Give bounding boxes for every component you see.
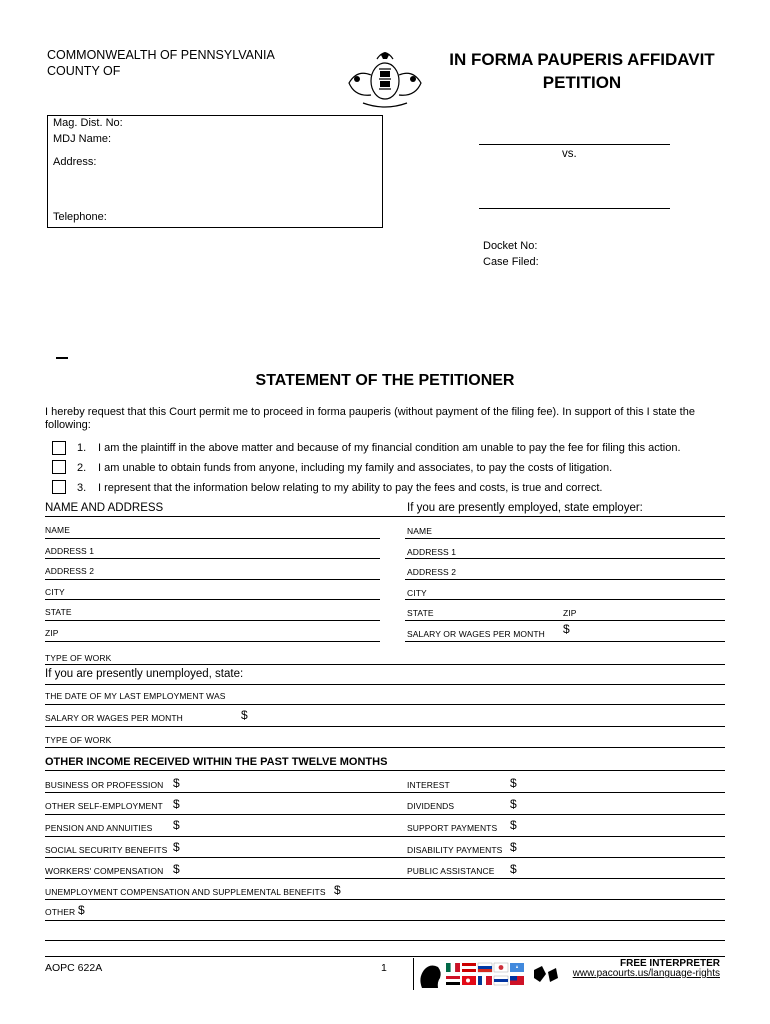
pet-name-label: NAME xyxy=(45,525,70,535)
unemployed-heading: If you are presently unemployed, state: xyxy=(45,668,244,680)
disability-label: DISABILITY PAYMENTS xyxy=(407,845,503,855)
item-1-number: 1. xyxy=(77,442,87,454)
workers-comp-label: WORKERS' COMPENSATION xyxy=(45,866,164,876)
unemp-type-of-work-field[interactable] xyxy=(45,747,725,748)
heading-rule xyxy=(45,516,725,517)
income-row-3-field[interactable] xyxy=(45,836,725,837)
emp-salary-label: SALARY OR WAGES PER MONTH xyxy=(407,629,545,639)
pet-address1-field[interactable] xyxy=(45,558,380,559)
interpreter-label: FREE INTERPRETER xyxy=(619,958,720,969)
other-income-rule xyxy=(45,770,725,771)
other-label: OTHER xyxy=(45,907,76,917)
checkbox-3[interactable] xyxy=(52,480,66,494)
name-address-heading: NAME AND ADDRESS xyxy=(45,502,164,514)
business-label: BUSINESS OR PROFESSION xyxy=(45,780,164,790)
statement-intro: I hereby request that this Court permit me to proceed in forma pauperis (without payment of the filing fee). In support of this I state the following: xyxy=(45,406,695,431)
county-label: COUNTY OF xyxy=(47,64,121,78)
emp-state-zip-field[interactable] xyxy=(405,620,725,621)
self-employment-dollar: $ xyxy=(173,797,180,811)
emp-city-field[interactable] xyxy=(405,599,725,600)
emp-zip-label: ZIP xyxy=(563,608,577,618)
pet-address2-label: ADDRESS 2 xyxy=(45,566,95,576)
pet-type-of-work-field[interactable] xyxy=(45,664,725,665)
other-field-1[interactable] xyxy=(45,920,725,921)
emp-name-label: NAME xyxy=(407,526,432,536)
unemp-type-of-work-label: TYPE OF WORK xyxy=(45,735,112,745)
pet-city-field[interactable] xyxy=(45,599,380,600)
emp-address1-label: ADDRESS 1 xyxy=(407,547,457,557)
unemp-salary-label: SALARY OR WAGES PER MONTH xyxy=(45,713,183,723)
support-label: SUPPORT PAYMENTS xyxy=(407,823,498,833)
pet-address2-field[interactable] xyxy=(45,579,380,580)
checkbox-2[interactable] xyxy=(52,460,66,474)
title-line-2: PETITION xyxy=(542,73,622,92)
item-2-text: I am unable to obtain funds from anyone, including my family and associates, to pay the costs of litigation. xyxy=(98,462,613,474)
interest-dollar: $ xyxy=(510,776,517,790)
language-rights-link[interactable]: www.pacourts.us/language-rights xyxy=(572,968,720,979)
checkbox-1[interactable] xyxy=(52,441,66,455)
social-security-dollar: $ xyxy=(173,840,180,854)
plaintiff-line[interactable] xyxy=(479,144,670,145)
other-dollar: $ xyxy=(78,903,85,917)
emp-address1-field[interactable] xyxy=(405,558,725,559)
income-row-5-field[interactable] xyxy=(45,878,725,879)
unemployment-comp-dollar: $ xyxy=(334,883,341,897)
emp-address2-field[interactable] xyxy=(405,579,725,580)
language-flags-icon xyxy=(416,960,566,990)
dividends-label: DIVIDENDS xyxy=(407,801,455,811)
pet-city-label: CITY xyxy=(45,587,65,597)
address-label: Address: xyxy=(53,156,97,168)
emp-name-field[interactable] xyxy=(405,538,725,539)
defendant-line[interactable] xyxy=(479,208,670,209)
pension-label: PENSION AND ANNUITIES xyxy=(45,823,153,833)
state-name: COMMONWEALTH OF PENNSYLVANIA xyxy=(47,48,275,62)
pension-dollar: $ xyxy=(173,818,180,832)
docket-info xyxy=(483,238,539,270)
pet-state-field[interactable] xyxy=(45,620,380,621)
vs-label: vs. xyxy=(562,148,577,160)
emp-salary-field[interactable] xyxy=(405,641,725,642)
social-security-label: SOCIAL SECURITY BENEFITS xyxy=(45,845,168,855)
public-assistance-dollar: $ xyxy=(510,862,517,876)
mag-dist-label: Mag. Dist. No: xyxy=(53,117,123,129)
mdj-name-label: MDJ Name: xyxy=(53,133,112,145)
unemp-salary-field[interactable] xyxy=(45,726,725,727)
interest-label: INTEREST xyxy=(407,780,450,790)
emp-state-label: STATE xyxy=(407,608,434,618)
unemployment-comp-label: UNEMPLOYMENT COMPENSATION AND SUPPLEMENTAL BENEFITS xyxy=(45,887,326,897)
form-id: AOPC 622A xyxy=(45,962,103,974)
case-filed-label: Case Filed: xyxy=(483,256,539,268)
item-3-number: 3. xyxy=(77,482,87,494)
pet-type-of-work-label: TYPE OF WORK xyxy=(45,653,112,663)
title-line-1: IN FORMA PAUPERIS AFFIDAVIT xyxy=(449,50,715,69)
page-number: 1 xyxy=(381,962,387,974)
footer-rule xyxy=(45,956,725,957)
other-field-2[interactable] xyxy=(45,940,725,941)
pet-name-field[interactable] xyxy=(45,538,380,539)
dash-mark xyxy=(56,357,68,359)
support-dollar: $ xyxy=(510,818,517,832)
pet-address1-label: ADDRESS 1 xyxy=(45,546,95,556)
emp-address2-label: ADDRESS 2 xyxy=(407,567,457,577)
docket-label: Docket No: xyxy=(483,240,538,252)
item-3-text: I represent that the information below relating to my ability to pay the fees and costs, is true and correct. xyxy=(98,482,603,494)
other-income-heading: OTHER INCOME RECEIVED WITHIN THE PAST TWELVE MONTHS xyxy=(45,756,388,768)
workers-comp-dollar: $ xyxy=(173,862,180,876)
disability-dollar: $ xyxy=(510,840,517,854)
pet-state-label: STATE xyxy=(45,607,72,617)
unemployment-comp-field[interactable] xyxy=(45,899,725,900)
last-employment-label: THE DATE OF MY LAST EMPLOYMENT WAS xyxy=(45,691,226,701)
employer-heading: If you are presently employed, state employer: xyxy=(407,502,643,514)
item-2-number: 2. xyxy=(77,462,87,474)
self-employment-label: OTHER SELF-EMPLOYMENT xyxy=(45,801,163,811)
business-dollar: $ xyxy=(173,776,180,790)
item-1-text: I am the plaintiff in the above matter and because of my financial condition am unable to pay the fee for filing this action. xyxy=(98,442,681,454)
pennsylvania-seal-icon xyxy=(343,45,427,109)
dividends-dollar: $ xyxy=(510,797,517,811)
free-interpreter-notice xyxy=(560,959,720,979)
court-info-box xyxy=(47,115,383,228)
telephone-label: Telephone: xyxy=(53,211,107,223)
income-row-1-field[interactable] xyxy=(45,792,725,793)
statement-title: STATEMENT OF THE PETITIONER xyxy=(255,372,515,389)
last-employment-field[interactable] xyxy=(45,704,725,705)
unemp-salary-dollar: $ xyxy=(241,708,248,722)
income-row-2-field[interactable] xyxy=(45,814,725,815)
unemployed-rule xyxy=(45,684,725,685)
income-row-4-field[interactable] xyxy=(45,857,725,858)
public-assistance-label: PUBLIC ASSISTANCE xyxy=(407,866,495,876)
emp-salary-dollar: $ xyxy=(563,622,570,636)
footer-divider xyxy=(413,958,414,990)
form-title xyxy=(432,48,732,94)
emp-city-label: CITY xyxy=(407,588,427,598)
pet-zip-label: ZIP xyxy=(45,628,59,638)
header-left xyxy=(47,47,275,79)
pet-zip-field[interactable] xyxy=(45,641,380,642)
